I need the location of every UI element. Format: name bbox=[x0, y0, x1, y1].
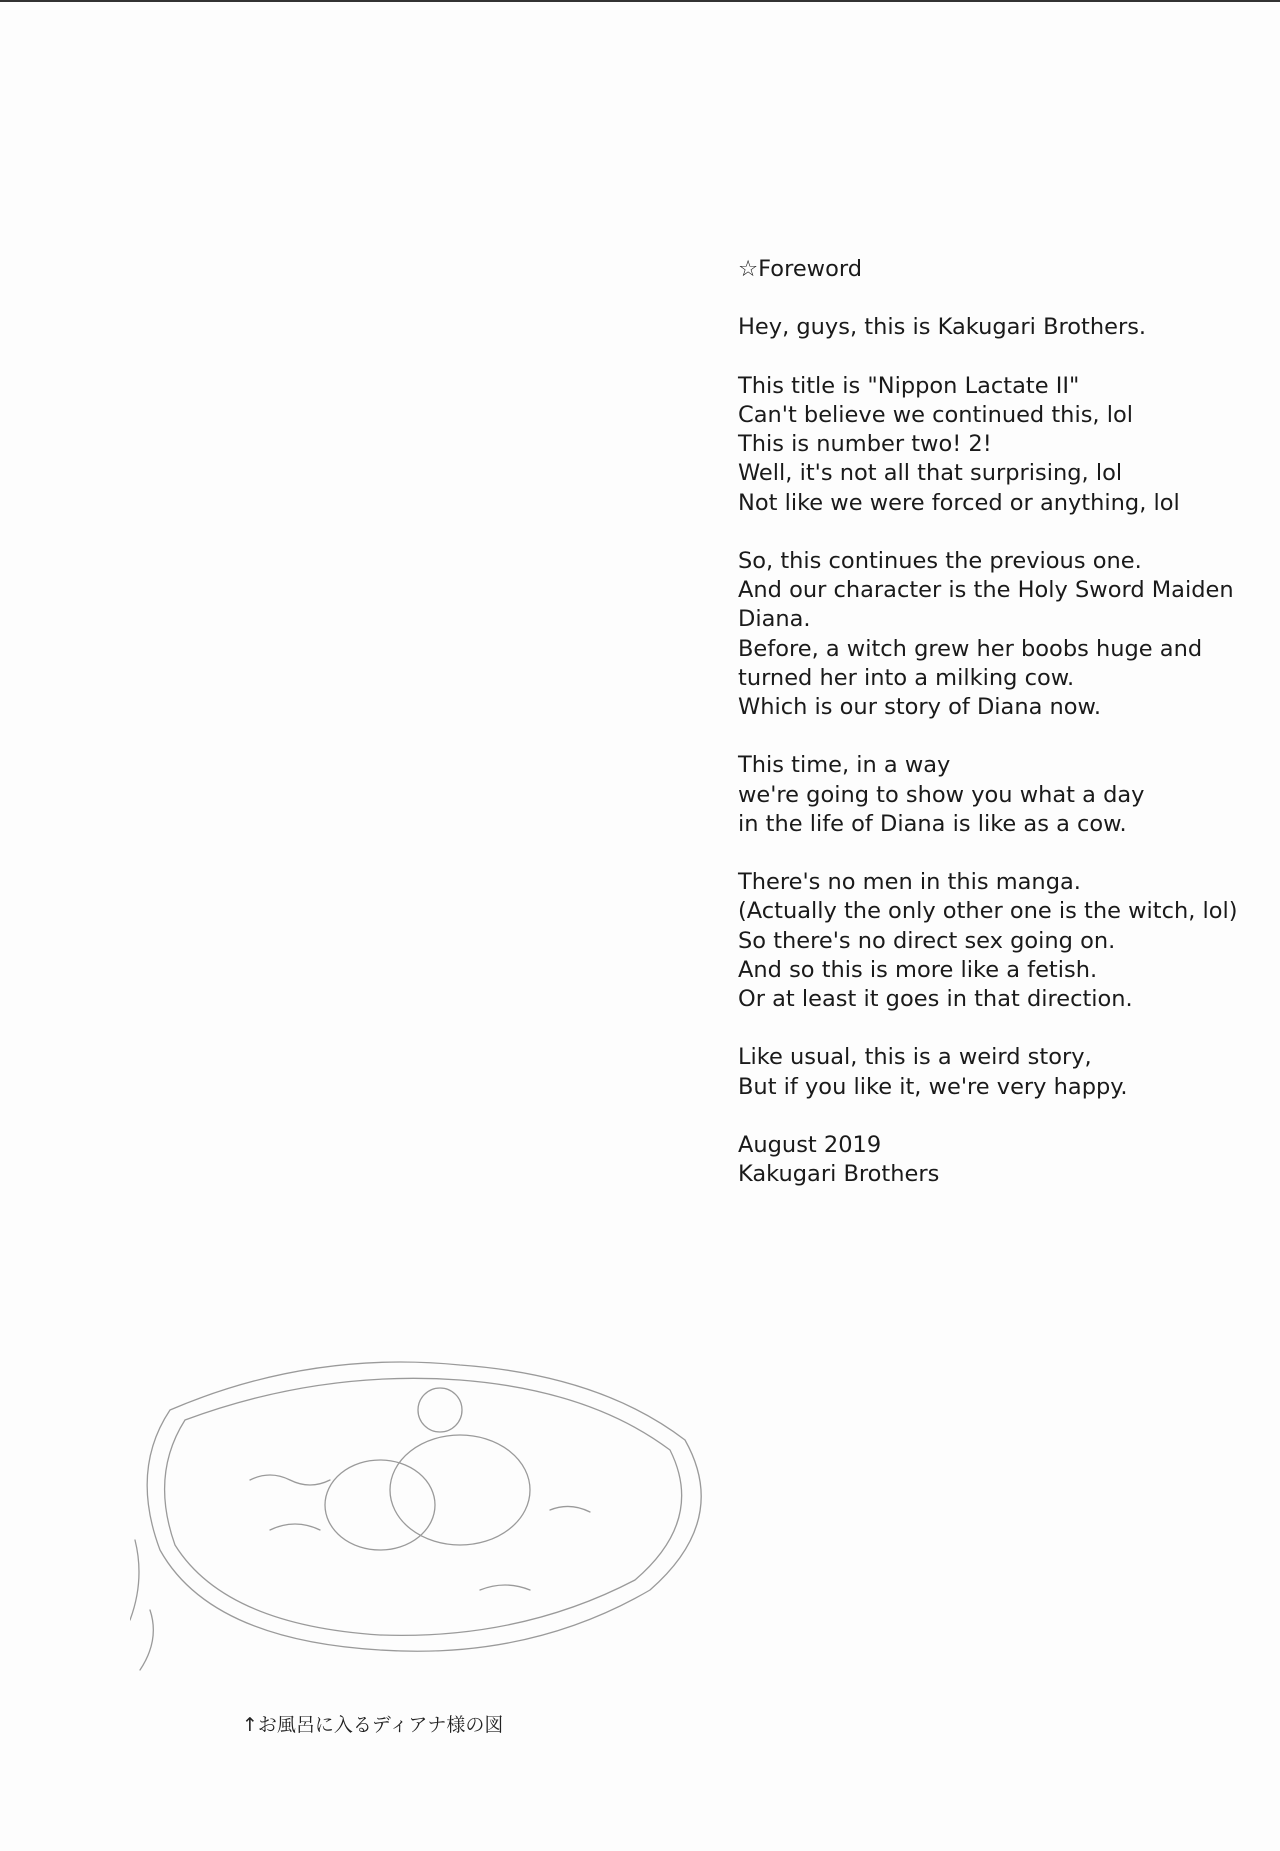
foreword-paragraph bbox=[738, 868, 1258, 1014]
text-line: Before, a witch grew her boobs huge and bbox=[738, 635, 1203, 662]
text-line: So there's no direct sex going on. bbox=[738, 927, 1116, 954]
text-line: Hey, guys, this is Kakugari Brothers. bbox=[738, 314, 1147, 341]
text-line: This title is "Nippon Lactate II" bbox=[738, 372, 1080, 399]
text-line: Or at least it goes in that direction. bbox=[738, 986, 1133, 1012]
text-line: And so this is more like a fetish. bbox=[738, 956, 1098, 983]
foreword-body bbox=[738, 313, 1258, 1189]
text-line: turned her into a milking cow. bbox=[738, 664, 1075, 691]
text-line: This is number two! 2! bbox=[738, 431, 992, 458]
text-line: Kakugari Brothers bbox=[738, 1161, 940, 1188]
foreword-paragraph bbox=[738, 751, 1258, 839]
text-line: This time, in a way bbox=[738, 752, 951, 779]
text-line: There's no men in this manga. bbox=[738, 869, 1081, 896]
foreword-paragraph bbox=[738, 1131, 1258, 1189]
text-line: August 2019 bbox=[738, 1131, 882, 1158]
foreword-paragraph bbox=[738, 547, 1258, 722]
foreword-paragraph bbox=[738, 313, 1258, 342]
text-line: Diana. bbox=[738, 606, 811, 633]
text-line: Not like we were forced or anything, lol bbox=[738, 489, 1180, 516]
text-line: And our character is the Holy Sword Maiden bbox=[738, 577, 1234, 604]
foreword-paragraph bbox=[738, 1043, 1258, 1101]
foreword-title: ☆Foreword bbox=[738, 256, 862, 282]
text-line: (Actually the only other one is the witch, lol) bbox=[738, 898, 1238, 925]
text-line: in the life of Diana is like as a cow. bbox=[738, 810, 1127, 837]
foreword-paragraph bbox=[738, 372, 1258, 518]
bath-sketch-illustration bbox=[130, 1290, 730, 1680]
page-edge bbox=[0, 0, 1280, 2]
text-line: we're going to show you what a day bbox=[738, 781, 1145, 808]
text-line: So, this continues the previous one. bbox=[738, 547, 1142, 574]
foreword-text bbox=[738, 255, 1258, 1219]
text-line: Like usual, this is a weird story, bbox=[738, 1044, 1092, 1071]
text-line: Which is our story of Diana now. bbox=[738, 694, 1102, 720]
sketch-caption: ↑お風呂に入るディアナ様の図 bbox=[242, 1714, 504, 1736]
text-line: Can't believe we continued this, lol bbox=[738, 401, 1133, 428]
text-line: Well, it's not all that surprising, lol bbox=[738, 460, 1123, 487]
text-line: But if you like it, we're very happy. bbox=[738, 1073, 1128, 1100]
